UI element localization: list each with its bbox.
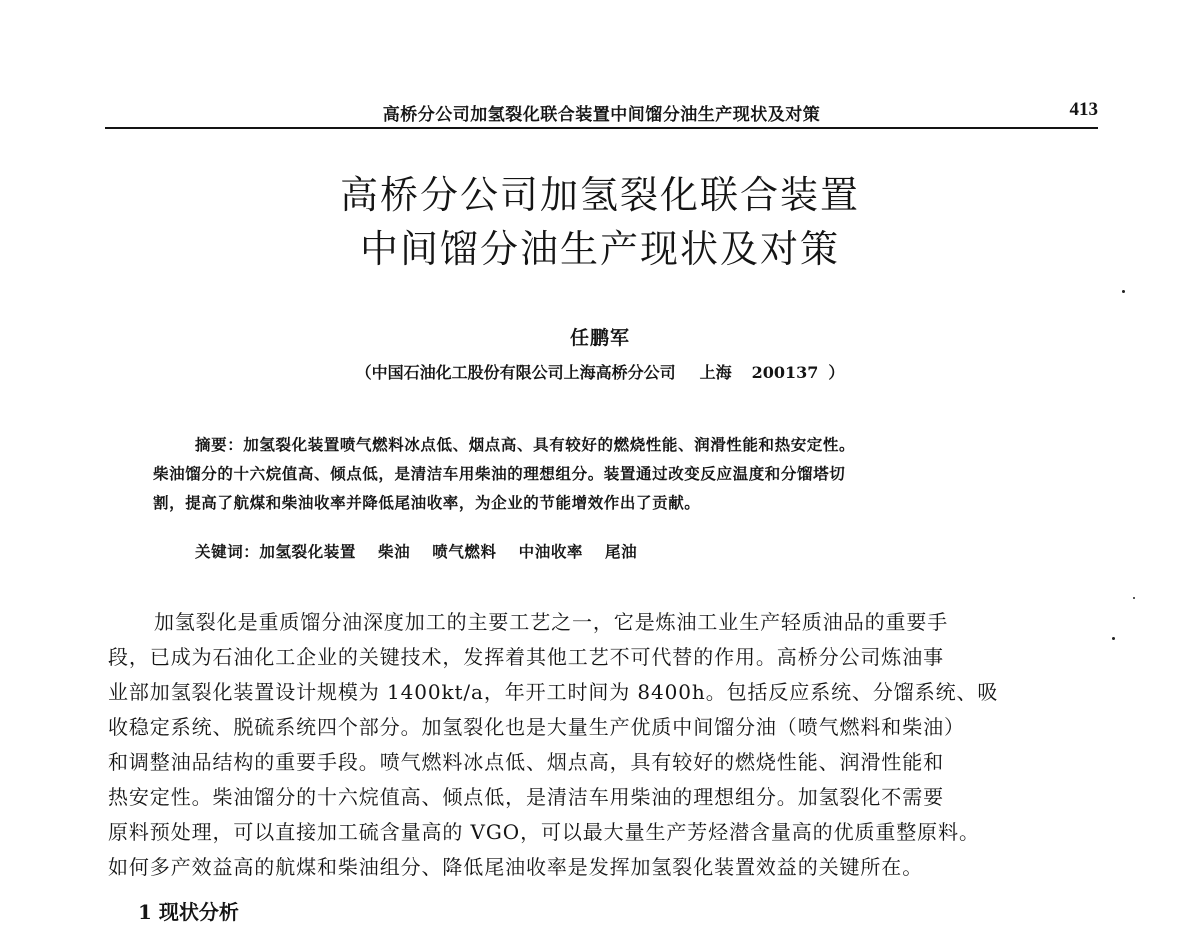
paper-title bbox=[200, 168, 1000, 276]
keyword: 柴油 bbox=[378, 542, 411, 561]
header-rule bbox=[105, 127, 1098, 129]
affiliation-postcode: 200137 bbox=[751, 363, 819, 382]
abstract-line: 割，提高了航煤和柴油收率并降低尾油收率，为企业的节能增效作出了贡献。 bbox=[153, 493, 701, 512]
body-text bbox=[108, 605, 1100, 885]
running-header bbox=[105, 98, 1098, 128]
running-title: 高桥分公司加氢裂化联合装置中间馏分油生产现状及对策 bbox=[382, 105, 821, 125]
body-line: 收稳定系统、脱硫系统四个部分。加氢裂化也是大量生产优质中间馏分油（喷气燃料和柴油） bbox=[108, 715, 965, 739]
affiliation-close-paren: ） bbox=[828, 363, 845, 382]
abstract bbox=[153, 430, 1053, 517]
section-heading-cutoff: 1 现状分析 bbox=[138, 900, 239, 924]
title-line-1: 高桥分公司加氢裂化联合装置 bbox=[339, 173, 860, 217]
scan-speck bbox=[1122, 290, 1125, 293]
affiliation-city: 上海 bbox=[699, 363, 732, 382]
scan-speck bbox=[1112, 637, 1115, 640]
affiliation-organization: 中国石油化工股份有限公司上海高桥分公司 bbox=[371, 363, 676, 382]
keyword: 中油收率 bbox=[518, 542, 584, 561]
body-line: 业部加氢裂化装置设计规模为 1400kt/a，年开工时间为 8400h。包括反应系统、分馏系统、吸 bbox=[108, 680, 999, 704]
affiliation-open-paren: （ bbox=[355, 363, 372, 382]
body-line: 段，已成为石油化工企业的关键技术，发挥着其他工艺不可代替的作用。高桥分公司炼油事 bbox=[108, 645, 944, 669]
keyword: 加氢裂化装置 bbox=[259, 542, 357, 561]
author-name: 任鹏军 bbox=[569, 327, 630, 349]
keyword: 尾油 bbox=[605, 542, 638, 561]
abstract-line: 柴油馏分的十六烷值高、倾点低，是清洁车用柴油的理想组分。装置通过改变反应温度和分馏塔切 bbox=[153, 464, 846, 483]
affiliation bbox=[250, 360, 950, 383]
body-line: 原料预处理，可以直接加工硫含量高的 VGO，可以最大量生产芳烃潜含量高的优质重整原料。 bbox=[108, 820, 980, 844]
keywords-label: 关键词： bbox=[195, 542, 260, 561]
page-number: 413 bbox=[1069, 99, 1098, 120]
title-line-2: 中间馏分油生产现状及对策 bbox=[359, 227, 840, 271]
body-line: 加氢裂化是重质馏分油深度加工的主要工艺之一，它是炼油工业生产轻质油品的重要手 bbox=[154, 610, 949, 634]
keyword: 喷气燃料 bbox=[432, 542, 497, 561]
body-line: 如何多产效益高的航煤和柴油组分、降低尾油收率是发挥加氢裂化装置效益的关键所在。 bbox=[108, 855, 924, 879]
abstract-line: 摘要：加氢裂化装置喷气燃料冰点低、烟点高、具有较好的燃烧性能、润滑性能和热安定性。 bbox=[195, 435, 856, 454]
scan-speck bbox=[1133, 597, 1135, 599]
keywords bbox=[195, 540, 659, 562]
body-line: 和调整油品结构的重要手段。喷气燃料冰点低、烟点高，具有较好的燃烧性能、润滑性能和 bbox=[108, 750, 944, 774]
body-line: 热安定性。柴油馏分的十六烷值高、倾点低，是清洁车用柴油的理想组分。加氢裂化不需要 bbox=[108, 785, 944, 809]
